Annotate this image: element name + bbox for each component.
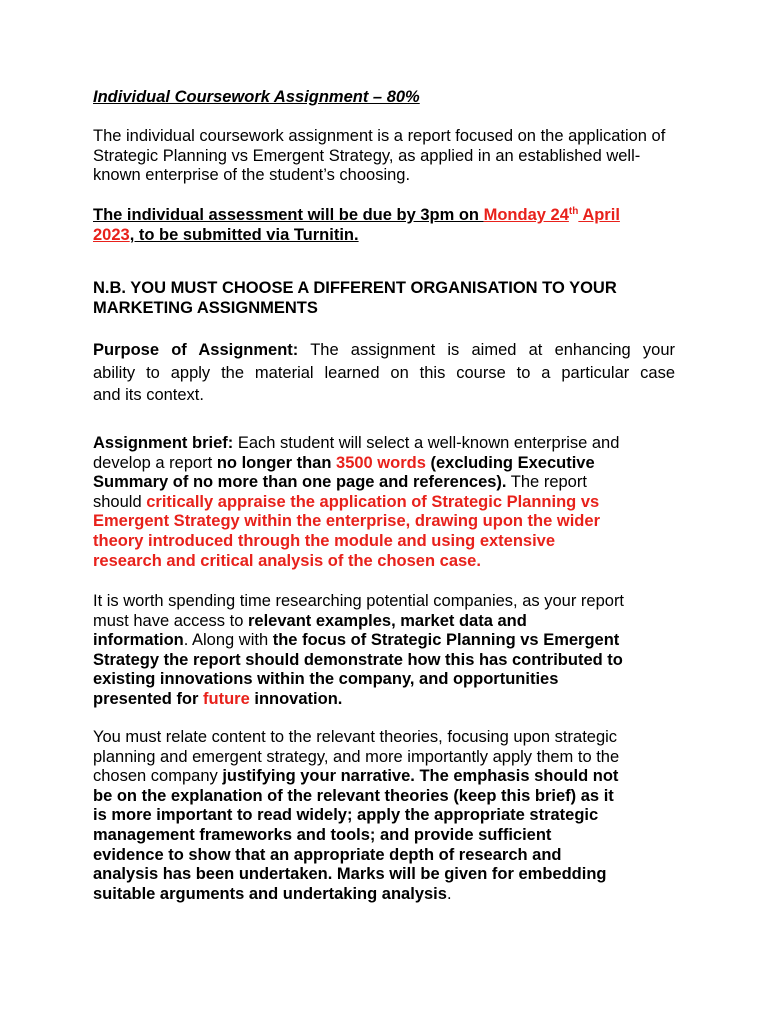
due-date-year: 2023: [93, 225, 130, 244]
purpose-label: Purpose of Assignment:: [93, 341, 299, 359]
document-title: Individual Coursework Assignment – 80%: [93, 88, 420, 106]
relate-line-9: suitable arguments and undertaking analysis: [93, 884, 447, 903]
relate-line-6: management frameworks and tools; and provide sufficient: [93, 825, 552, 844]
intro-text: The individual coursework assignment is a report focused on the application of Strategic Planning vs Emergent Strategy, as applied in an established well-known enterprise of the student’s choosing.: [93, 127, 666, 185]
relate-line-3a: chosen company: [93, 767, 223, 786]
due-prefix: The individual assessment will be due by 3pm on: [93, 206, 484, 224]
due-suffix: , to be submitted via Turnitin.: [129, 225, 359, 244]
brief-label: Assignment brief:: [93, 434, 234, 452]
worth-line-6a: presented for: [93, 689, 204, 708]
relate-paragraph: [93, 728, 675, 904]
worth-line-2a: must have access to: [93, 611, 248, 630]
worth-paragraph: [93, 592, 675, 710]
worth-line-4: Strategy the report should demonstrate how this has contributed to: [93, 650, 623, 669]
relate-line-4: be on the explanation of the relevant theories (keep this brief) as it: [93, 786, 614, 805]
brief-red-4: research and critical analysis of the chosen case.: [93, 551, 481, 570]
due-date-month: April: [578, 206, 620, 224]
brief-red-3: theory introduced through the module and using extensive: [93, 531, 556, 550]
relate-line-1: You must relate content to the relevant theories, focusing upon strategic: [93, 728, 618, 746]
worth-line-6c: innovation.: [249, 689, 343, 708]
worth-future: future: [203, 689, 250, 708]
relate-line-5: is more important to read widely; apply the appropriate strategic: [93, 806, 599, 825]
worth-line-1: It is worth spending time researching potential companies, as your report: [93, 592, 625, 610]
intro-paragraph: [93, 127, 675, 186]
brief-text-1: Each student will select a well-known enterprise and: [233, 434, 620, 452]
brief-word-limit: 3500 words: [336, 453, 426, 472]
brief-text-3: The report: [506, 473, 587, 492]
brief-red-1: critically appraise the application of Strategic Planning vs: [146, 492, 600, 511]
worth-line-3c: the focus of Strategic Planning vs Emergent: [272, 631, 620, 650]
purpose-text-1: The assignment is aimed at enhancing your: [298, 341, 676, 359]
brief-bold-2: (excluding Executive: [425, 453, 595, 472]
relate-line-8: analysis has been undertaken. Marks will be given for embedding: [93, 865, 607, 884]
purpose-text-2: ability to apply the material learned on this course to a particular case: [93, 363, 675, 382]
worth-line-3b: . Along with: [183, 631, 273, 650]
relate-line-2: planning and emergent strategy, and more importantly apply them to the: [93, 747, 620, 766]
due-date-day: Monday 24: [483, 206, 569, 224]
brief-text-4: should: [93, 492, 147, 511]
relate-line-7: evidence to show that an appropriate depth of research and: [93, 845, 562, 864]
relate-line-3b: justifying your narrative. The emphasis should not: [222, 767, 619, 786]
brief-paragraph: [93, 434, 675, 571]
due-date-ordinal: th: [568, 206, 579, 217]
brief-red-2: Emergent Strategy within the enterprise, drawing upon the wider: [93, 512, 600, 531]
purpose-text-3: and its context.: [93, 386, 204, 404]
relate-line-9-end: .: [446, 884, 452, 903]
worth-line-2b: relevant examples, market data and: [248, 611, 527, 630]
brief-text-2: develop a report: [93, 453, 217, 472]
brief-bold-3: Summary of no more than one page and references).: [93, 473, 507, 492]
nb-notice: N.B. YOU MUST CHOOSE A DIFFERENT ORGANISATION TO YOUR MARKETING ASSIGNMENTS: [93, 279, 617, 317]
purpose-paragraph: [93, 339, 675, 407]
due-date-paragraph: [93, 206, 675, 245]
worth-line-5: existing innovations within the company, and opportunities: [93, 670, 559, 689]
brief-bold-1: no longer than: [216, 453, 337, 472]
worth-line-3a: information: [93, 631, 184, 650]
